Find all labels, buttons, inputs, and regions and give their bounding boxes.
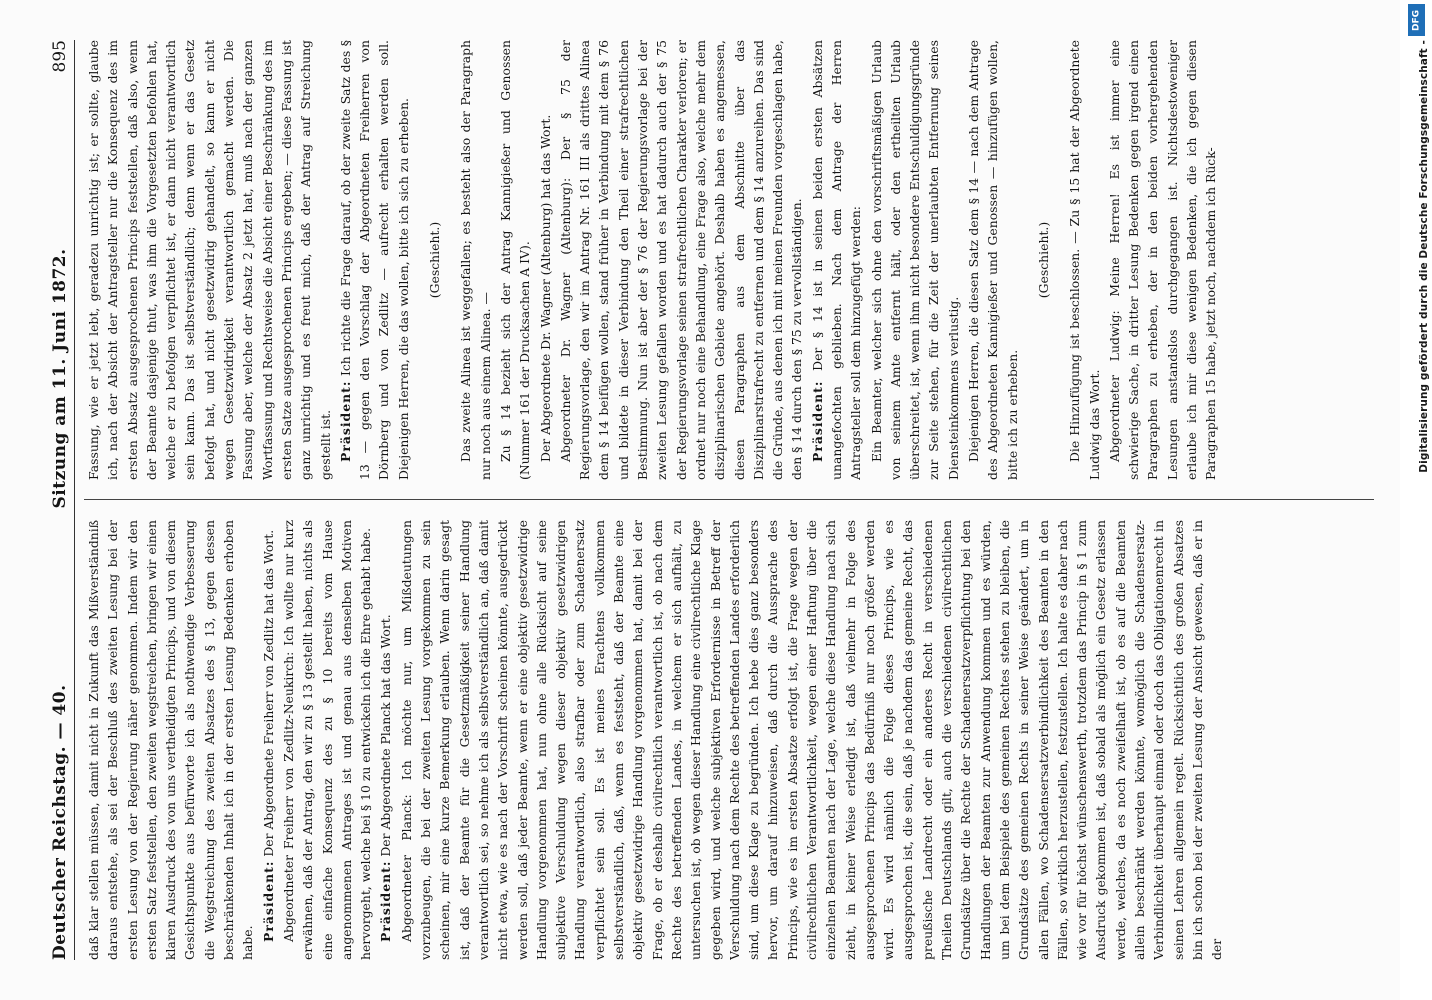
paragraph-text: (Geschieht.) xyxy=(427,221,443,299)
paragraph xyxy=(259,520,278,960)
left-column xyxy=(84,520,1374,960)
page-header xyxy=(24,40,75,960)
paragraph-text: Das zweite Alinea ist weggefallen; es besteht also der Paragraph nur noch aus einem Alinea. — xyxy=(458,40,493,480)
paragraph xyxy=(556,40,807,480)
paragraph xyxy=(376,520,395,960)
paragraph xyxy=(84,40,335,480)
speaker-label: Präsident: xyxy=(809,380,825,462)
paragraph xyxy=(279,520,375,960)
paragraph-text: Der Abgeordnete Dr. Wagner (Altenburg) hat das Wort. xyxy=(537,114,553,462)
paragraph xyxy=(1065,40,1104,480)
digitization-sidebar xyxy=(1400,0,1432,1000)
paragraph-text: Der Abgeordnete Planck hat das Wort. xyxy=(378,614,394,861)
session-date: Sitzung am 11. Juni 1872. xyxy=(50,248,70,509)
paragraph xyxy=(808,40,866,480)
speaker-label: Präsident: xyxy=(378,860,394,942)
speaker-label: Präsident: xyxy=(337,380,353,462)
paragraph xyxy=(964,40,1022,480)
paragraph-text: Abgeordneter Planck: Ich möchte nur, um Mißdeutungen vorzubeugen, die bei der zweiten Lesung vorgekommen zu sein scheinen, mir eine kurze Bemerkung erlauben. Wenn darin gesagt ist, daß der Beamte für die Gesetzmäßigkeit seiner Handlung verantwortlich sei, so nehme ich als selbstverständlich an, daß damit nicht etwa, wie es nach der Vorschrift scheinen könnte, ausgedrückt werden soll, daß jeder Beamte, wenn er eine objektiv gesetzwidrige Handlung vorgenommen hat, nun ohne alle Rücksicht auf seine subjektive Verschuldung wegen dieser objektiv gesetzwidrigen Handlung verantwortlich, also strafbar oder zum Schadenersatz verpflichtet sein soll. Es ist meines Erachtens vollkommen selbstverständlich, daß, wenn es feststeht, daß der Beamte eine objektiv gesetzwidrige Handlung vorgenommen hat, damit bei der Frage, ob er deshalb civilrechtlich verantwortlich ist, ob nach dem Rechte des betreffenden Landes, in welchem er sich aufhält, zu untersuchen ist, ob wegen dieser Handlung eine civilrechtliche Klage gegeben wird, und welche subjektiven Erfordernisse in Betreff der Verschuldung nach dem Rechte des betreffenden Landes erforderlich sind, um diese Klage zu begründen. Ich hebe dies ganz besonders hervor, um darauf hinzuweisen, daß durch die Aussprache des Princips, wie es im ersten Absatze erfolgt ist, die Frage wegen der civilrechtlichen Verantwortlichkeit, wegen einer Haftung über die einzelnen Beamten nach der Lage, welche diese Handlung nach sich zieht, in keiner Weise erledigt ist, daß vielmehr in Folge des ausgesprochenen Princips das Bedürfniß nur noch größer werden wird. Es wird nämlich die Folge dieses Princips, wie es ausgesprochen ist, die sein, daß je nachdem das gemeine Recht, das preußische Landrecht oder ein anderes Recht in verschiedenen Theilen Deutschlands gilt, auch die verschiedenen civilrechtlichen Grundsätze über die Rechte der Schadenersatzverpflichtung bei den Handlungen der Beamten zur Anwendung kommen und es würden, um bei dem Beispiele des gemeinen Rechtes stehen zu bleiben, die Grundsätze des gemeinen Rechts in seiner Weise geändert, um in allen Fällen, wo Schadensersatzverbindlichkeit des Beamten in den Fällen, so wirklich herzustellen, festzustellen. Ich halte es daher nach wie vor für höchst wünschenswerth, trotzdem das Princip in § 1 zum Ausdruck gekommen ist, daß sobald als möglich ein Gesetz erlassen werde, welches, da es noch zweifelhaft ist, ob es auf die Beamten allein beschränkt werden könnte, womöglich die Schadensersatz-Verbindlichkeit überhaupt einmal oder doch das Obligationenrecht in seinen Lehren allgemein regelt. Rücksichtlich des großen Absatzes bin ich schon bei der zweiten Lesung der Ansicht gewesen, daß er in der xyxy=(398,520,1225,960)
paragraph xyxy=(84,520,258,960)
paragraph-text: Zu § 14 bezieht sich der Antrag Kannigießer und Genossen (Nummer 161 der Drucksachen A IV). xyxy=(497,40,533,480)
paragraph-text: Abgeordneter Dr. Wagner (Altenburg): Der § 75 der Regierungsvorlage, den wir im Antrag Nr. 161 III als drittes Alinea dem § 14 beifügen wollen, stand früher in Verbindung mit dem § 76 und bildete in dieser Verbindung den Theil einer strafrechtlichen Bestimmung. Nun ist aber der § 76 der Regierungsvorlage bei der zweiten Lesung gefallen worden und es hat dadurch auch der § 75 der Regierungsvorlage seinen strafrechtlichen Charakter verloren; er ordnet nur noch eine Behandlung, eine Frage also, welche mehr dem disziplinarischen Gebiete angehört. Deshalb haben es angemessen, diesen Paragraphen aus dem Abschnitte über das Disziplinarstrafrecht zu entfernen und dem § 14 anzureihen. Das sind die Gründe, aus denen ich mit meinen Freunden vorgeschlagen habe, den § 14 durch den § 75 zu vervollständigen. xyxy=(557,40,805,480)
paragraph-text: (Geschieht.) xyxy=(1035,221,1051,299)
paragraph-text: Die Hinzufügung ist beschlossen. — Zu § 15 hat der Abgeordnete Ludwig das Wort. xyxy=(1067,40,1102,480)
page-number: 895 xyxy=(50,40,70,73)
speaker-label: Präsident: xyxy=(260,860,276,942)
paragraph xyxy=(496,40,535,480)
paragraph xyxy=(867,40,963,480)
paragraph xyxy=(536,40,555,480)
right-column xyxy=(84,40,1374,480)
paragraph-text: Der Abgeordnete Freiherr von Zedlitz hat das Wort. xyxy=(260,529,276,861)
paragraph-text: Ein Beamter, welcher sich ohne den vorschriftsmäßigen Urlaub von seinem Amte entfernt hält, oder den ertheilten Urlaub überschreitet, ist, wenn ihm nicht besondere Entschuldigungsgründe zur Seite stehen, für die Zeit der unerlaubten Entfernung seines Diensteinkommens verlustig. xyxy=(868,40,961,480)
column-divider xyxy=(84,499,1374,500)
paragraph-text: Der § 14 ist in seinen beiden ersten Absätzen unangefochten geblieben. Nach dem Antrage der Herren Antragsteller soll dem hinzugefügt werden: xyxy=(809,40,864,480)
paragraph-text: Abgeordneter Ludwig: Meine Herren! Es ist immer eine schwierige Sache, in dritter Lesung Bedenken gegen irgend einen Paragraphen zu erheben, der in den beiden vorhergehenden Lesungen anstandslos durchgegangen ist. Nichtsdestoweniger erlaube ich mir diese wenigen Bedenken, die ich gegen diesen Paragraphen 15 habe, jetzt noch, nachdem ich Rück- xyxy=(1106,40,1219,480)
paragraph xyxy=(336,40,413,480)
dfg-logo: DFG xyxy=(1408,4,1425,36)
publication-title: Deutscher Reichstag. — 40. xyxy=(50,684,70,960)
paragraph xyxy=(456,40,495,480)
paragraph-text: daß klar stellen müssen, damit nicht in Zukunft das Mißverständniß daraus entstehe, als sei der Beschluß des zweiten Lesung bei der ersten Lesung von der Regierung näher genommen. Indem wir den ersten Satz feststellen, den zweiten wegstreichen, bringen wir einen klaren Ausdruck des von uns vertheidigten Princips, und von diesem Gesichtspunkte aus befürworte ich als nothwendige Verbesserung die Wegstreichung des zweiten Absatzes des § 13, gegen dessen beschränkenden Inhalt ich in der ersten Lesung Bedenken erhoben habe. xyxy=(86,520,256,960)
paragraph-text: Abgeordneter Freiherr von Zedlitz-Neukirch: Ich wollte nur kurz erwähnen, daß der Antrag, den wir zu § 13 gestellt haben, nichts als eine einfache Konsequenz des zu § 10 bereits vom Hause angenommenen Antrages ist und genau aus denselben Motiven hervorgeht, welche bei § 10 zu entwickeln ich die Ehre gehabt habe. xyxy=(280,520,374,960)
paragraph xyxy=(397,520,1227,960)
digitization-credit: Digitalisierung gefördert durch die Deutsche Forschungsgemeinschaft - xyxy=(1418,40,1430,473)
paragraph-text: Diejenigen Herren, die diesen Satz dem § 14 — nach dem Antrage des Abgeordneten Kannigießer und Genossen — hinzufügen wollen, bitte ich zu erheben. xyxy=(966,40,1020,480)
paragraph-text: Fassung, wie er jetzt lebt, geradezu unrichtig ist; er sollte, glaube ich, nach der Absicht der Antragsteller nur die Konsequenz des im ersten Absatz ausgesprochenen Princips feststellen, daß also, wenn der Beamte dasjenige thut, was ihm die Vorgesetzten befohlen hat, welche er zu befolgen verpflichtet ist, er dann nicht verantwortlich sein kann. Das ist selbstverständlich; denn wenn er das Gesetz befolgt hat, und nicht gesetzwidrig gehandelt, so kann er nicht wegen Gesetzwidrigkeit verantwortlich gemacht werden. Die Fassung aber, welche der Absatz 2 jetzt hat, muß nach der ganzen Wortfassung und Rechtsweise die Absicht einer Beschränkung des im ersten Satze ausgesprochenen Princips ergeben; — diese Fassung ist ganz unrichtig und es freut mich, daß der Antrag auf Streichung gestellt ist. xyxy=(86,40,333,480)
paragraph xyxy=(1034,40,1053,480)
paragraph xyxy=(1105,40,1221,480)
paragraph-text: Ich richte die Frage darauf, ob der zweite Satz des § 13 — gegen den Vorschlag der Abgeordneten Freiherren von Dörnberg und von Zedlitz — aufrecht erhalten werden soll. Diejenigen Herren, die das wollen, bitte ich sich zu erheben. xyxy=(337,40,411,480)
paragraph xyxy=(425,40,444,480)
